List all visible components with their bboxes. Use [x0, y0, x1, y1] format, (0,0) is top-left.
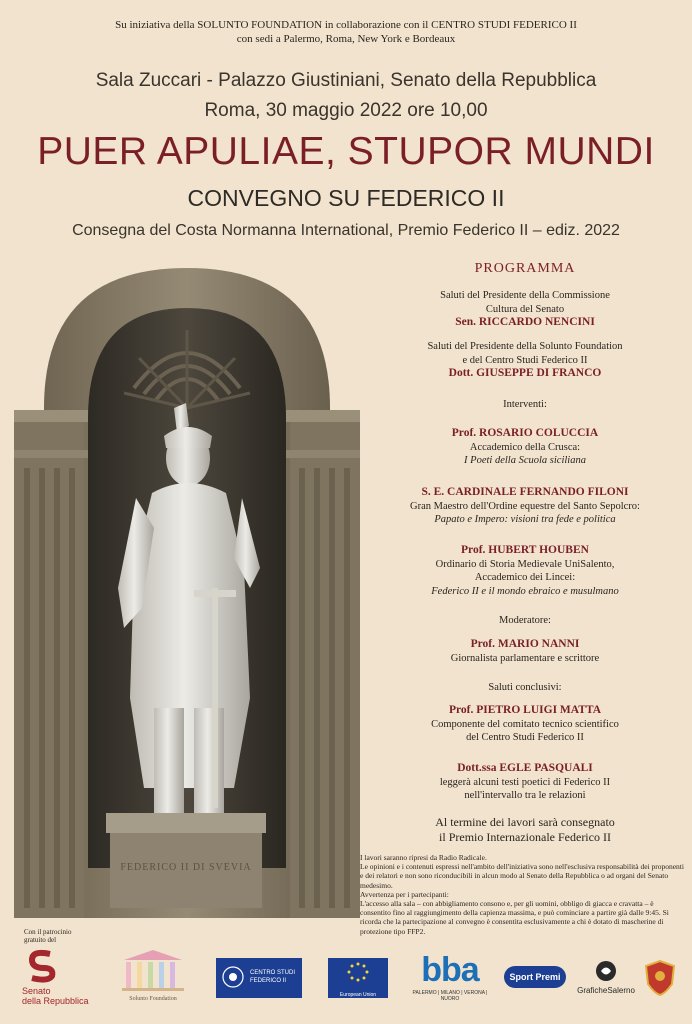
speaker-2-role: Gran Maestro dell'Ordine equestre del Santo Sepolcro: — [410, 500, 640, 512]
speaker-2-topic: Papato e Impero: visioni tra fede e politica — [434, 514, 616, 525]
speaker-1-topic: I Poeti della Scuola siciliana — [464, 455, 586, 466]
note-1: I lavori saranno ripresi da Radio Radicale. — [360, 853, 487, 862]
eu-label: European Union — [339, 992, 377, 998]
greeting-2-name: Dott. GIUSEPPE DI FRANCO — [448, 367, 602, 379]
closing-speaker-1-name: Prof. PIETRO LUIGI MATTA — [448, 704, 602, 716]
page-title: PUER APULIAE, STUPOR MUNDI — [37, 130, 655, 173]
centro-studi-logo — [216, 958, 302, 998]
eagle-icon — [222, 966, 244, 988]
grafiche-label: GraficheSalerno — [577, 986, 635, 995]
note-3: Avvertenza per i partecipanti: — [360, 889, 449, 899]
programma-title: PROGRAMMA — [474, 261, 576, 276]
moderator — [360, 638, 690, 665]
speaker-2 — [360, 486, 690, 527]
closing-award-line-1: Al termine dei lavori sarà consegnato — [435, 815, 615, 829]
sport-premi-logo: Sport Premi — [504, 966, 566, 988]
speaker-3-topic: Federico II e il mondo ebraico e musulmano — [431, 585, 619, 597]
centro-studi-line-2: FEDERICO II — [250, 978, 287, 984]
closing-speaker-2-role-1: leggerà alcuni testi poetici di Federico II — [439, 776, 611, 788]
disclaimer-notes — [360, 853, 686, 936]
speaker-3 — [360, 544, 690, 598]
greeting-1-name: Sen. RICCARDO NENCINI — [455, 316, 595, 328]
coat-of-arms-icon — [644, 960, 676, 996]
venue: Sala Zuccari - Palazzo Giustiniani, Senato della Repubblica — [95, 70, 597, 91]
senato-emblem-icon — [22, 948, 62, 984]
bba-cities: PALERMO | MILANO | VERONA | NUORO — [412, 990, 488, 1002]
patrocinio-line-1: Con il patrocinio — [24, 928, 72, 936]
note-2: Le opinioni e i contenuti espressi nell'ambito dell'iniziativa sono nell'esclusiva responsabilità dei proponenti e dei relatori e non sono riconducibili in alcun modo al Senato della Repubblica o ad organi del Senato medesimo. — [360, 862, 684, 890]
solunto-label: Solunto Foundation — [129, 996, 177, 1002]
moderator-role: Giornalista parlamentare e scrittore — [450, 652, 600, 664]
speaker-1 — [360, 427, 690, 468]
closing-speaker-1 — [360, 704, 690, 745]
intro-line-1: Su iniziativa della SOLUNTO FOUNDATION in collaborazione con il CENTRO STUDI FEDERICO II — [115, 19, 577, 31]
interventi-heading: Interventi: — [503, 399, 547, 410]
senato-line-1: Senato — [22, 986, 51, 996]
grafiche-emblem-icon — [595, 960, 617, 982]
patrocinio-label — [24, 928, 71, 944]
closing-speaker-2-role-2: nell'intervallo tra le relazioni — [464, 790, 586, 801]
award-line: Consegna del Costa Normanna International, Premio Federico II – ediz. 2022 — [72, 222, 620, 239]
intro-text — [0, 18, 692, 46]
closing-speaker-1-role-1: Componente del comitato tecnico scientifico — [431, 718, 619, 730]
intro-line-2: con sedi a Palermo, Roma, New York e Bordeaux — [236, 33, 456, 45]
eu-stars-icon — [328, 958, 388, 988]
speaker-1-role: Accademico della Crusca: — [469, 441, 581, 453]
bba-wordmark: bba — [421, 951, 479, 989]
eu-logo — [328, 958, 388, 998]
speaker-3-role-2: Accademico dei Lincei: — [474, 572, 576, 583]
closing-speaker-2 — [360, 762, 690, 803]
centro-studi-line-1: CENTRO STUDI — [250, 970, 295, 976]
speaker-2-name: S. E. CARDINALE FERNANDO FILONI — [421, 486, 629, 498]
closing-speaker-1-role-2: del Centro Studi Federico II — [466, 732, 584, 743]
greeting-1 — [360, 289, 690, 330]
speaker-1-name: Prof. ROSARIO COLUCCIA — [451, 427, 599, 439]
moderatore-heading: Moderatore: — [499, 615, 551, 626]
conclusivi-heading: Saluti conclusivi: — [488, 682, 562, 693]
speaker-3-role-1: Ordinario di Storia Medievale UniSalento, — [435, 558, 615, 570]
patrocinio-line-2: gratuito del — [24, 936, 57, 944]
greeting-2-line-2: e del Centro Studi Federico II — [462, 354, 588, 366]
greeting-1-line-2: Cultura del Senato — [485, 303, 565, 315]
grafiche-salerno-logo — [574, 960, 638, 1004]
closing-award-line-2: il Premio Internazionale Federico II — [439, 830, 611, 844]
greeting-1-line-1: Saluti del Presidente della Commissione — [440, 290, 610, 301]
subtitle: CONVEGNO SU FEDERICO II — [187, 185, 505, 211]
plinth-inscription: FEDERICO II DI SVEVIA — [120, 862, 252, 873]
event-date: Roma, 30 maggio 2022 ore 10,00 — [204, 100, 488, 121]
moderator-name: Prof. MARIO NANNI — [470, 638, 580, 650]
greeting-2-line-1: Saluti del Presidente della Solunto Foundation — [427, 341, 623, 352]
speaker-3-name: Prof. HUBERT HOUBEN — [461, 544, 589, 556]
senato-logo — [22, 948, 106, 1008]
closing-award — [360, 815, 690, 845]
greeting-2 — [360, 340, 690, 381]
bba-logo — [408, 950, 492, 1006]
solunto-logo — [118, 948, 188, 1008]
temple-icon — [118, 948, 188, 992]
statue-image — [14, 268, 360, 918]
closing-speaker-2-name: Dott.ssa EGLE PASQUALI — [457, 762, 593, 774]
note-4: L'accesso alla sala – con abbigliamento consono e, per gli uomini, obbligo di giacca e cravatta – è consentito fino al raggiungimento della capienza massima, e può cominciare a partire già dalle 9:45. Si ricorda che la partecipazione al convegno è consentita esclusivamente a chi è dotato di mascherine di protezione tipo FFP2. — [360, 899, 669, 936]
senato-line-2: della Repubblica — [22, 996, 89, 1006]
